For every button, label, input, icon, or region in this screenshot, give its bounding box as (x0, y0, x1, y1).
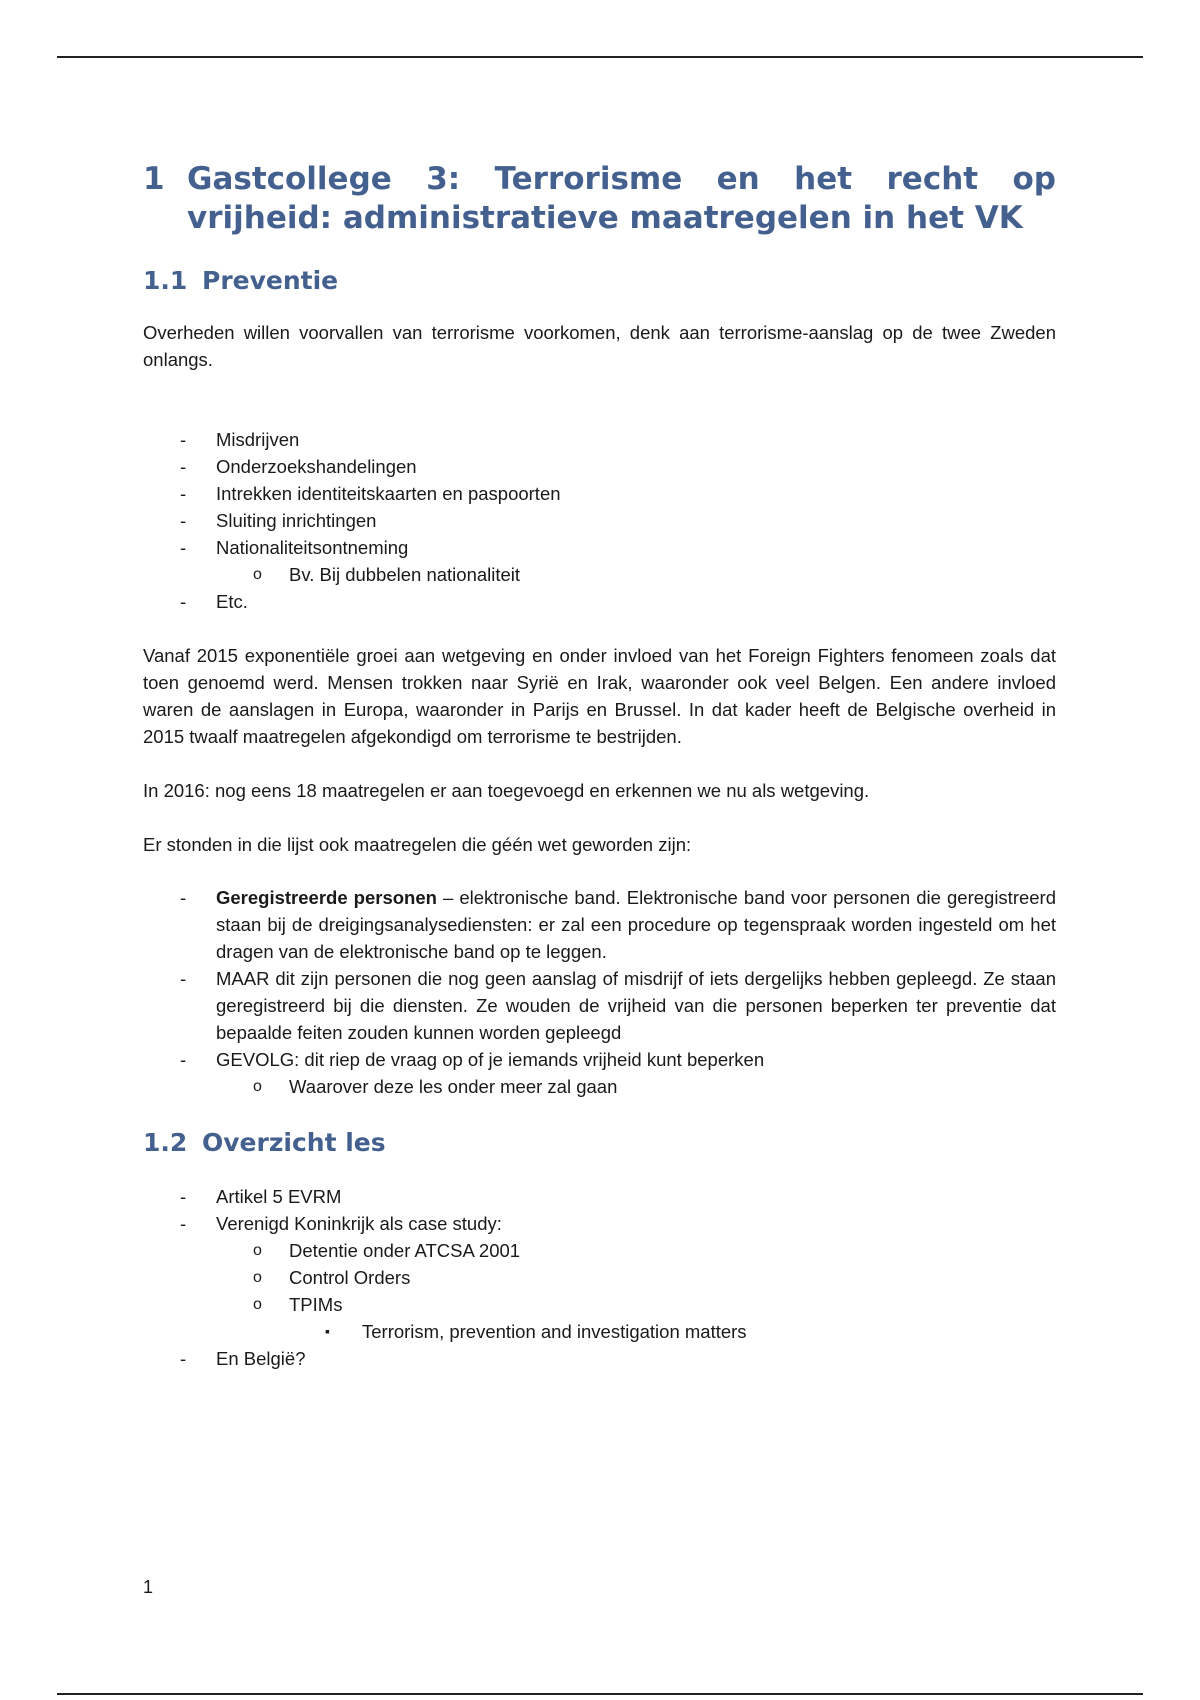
list-item-text: Nationaliteitsontneming (216, 537, 409, 558)
dash-bullet: - (180, 1348, 187, 1369)
list-item (143, 884, 1056, 965)
list-item-text: Sluiting inrichtingen (216, 510, 377, 531)
heading-overzicht-number: 1.2 (143, 1128, 188, 1157)
measures-list (143, 884, 1056, 1100)
dash-bullet: - (180, 968, 187, 989)
circle-bullet: o (253, 1242, 262, 1259)
sub-sublist (289, 1318, 1056, 1345)
sub-sublist-item (289, 1318, 1056, 1345)
heading-overzicht-title: Overzicht les (202, 1128, 386, 1157)
sublist-item-text: Control Orders (289, 1267, 411, 1288)
list-item (143, 1210, 1056, 1345)
sublist-item-text: Detentie onder ATCSA 2001 (289, 1240, 521, 1261)
list-item-text: Onderzoekshandelingen (216, 456, 417, 477)
dash-bullet: - (180, 591, 187, 612)
list-item-text: Verenigd Koninkrijk als case study: (216, 1213, 502, 1234)
sublist-item (216, 1291, 1056, 1345)
dash-bullet: - (180, 1186, 187, 1207)
list-item-text: – elektronische band. Elektronische band voor personen die geregistreerd staan bij de dreigingsanalysediensten: er zal een procedure op tegenspraak worden ingesteld om het dragen van de elektronische band op te leggen. (216, 887, 1057, 962)
list-item-bold: Geregistreerde personen (216, 887, 437, 908)
overzicht-list (143, 1183, 1056, 1372)
document-body (143, 160, 1056, 1372)
list-item (143, 1183, 1056, 1210)
sublist (216, 1073, 1056, 1100)
sublist-item (216, 1073, 1056, 1100)
list-item (143, 507, 1056, 534)
list-item-text: MAAR dit zijn personen die nog geen aanslag of misdrijf of iets dergelijks hebben gepleegd. Ze staan geregistreerd bij die diensten. Ze wouden de vrijheid van die personen beperken ter preventie dat bepaalde feiten zouden kunnen worden gepleegd (216, 968, 1056, 1043)
dash-bullet: - (180, 429, 187, 450)
list-item (143, 453, 1056, 480)
sublist-item (216, 1264, 1056, 1291)
dash-bullet: - (180, 887, 187, 908)
list-item (143, 1345, 1056, 1372)
list-item (143, 588, 1056, 615)
circle-bullet: o (253, 1078, 262, 1095)
sublist-item-text: Bv. Bij dubbelen nationaliteit (289, 564, 521, 585)
sublist-item-text: Waarover deze les onder meer zal gaan (289, 1076, 618, 1097)
sublist-item (216, 561, 1056, 588)
list-item-text: Misdrijven (216, 429, 300, 450)
list-item (143, 480, 1056, 507)
paragraph-lijst: Er stonden in die lijst ook maatregelen die géén wet geworden zijn: (143, 834, 692, 855)
preventie-list (143, 426, 1056, 615)
sublist-item-text: TPIMs (289, 1294, 343, 1315)
heading-preventie-title: Preventie (202, 266, 339, 295)
circle-bullet: o (253, 1296, 262, 1313)
circle-bullet: o (253, 1269, 262, 1286)
sub-sublist-item-text: Terrorism, prevention and investigation matters (362, 1321, 747, 1342)
list-item (143, 426, 1056, 453)
sublist (216, 1237, 1056, 1345)
paragraph-2016: In 2016: nog eens 18 maatregelen er aan toegevoegd en erkennen we nu als wetgeving. (143, 780, 870, 801)
paragraph-2015: Vanaf 2015 exponentiële groei aan wetgeving en onder invloed van het Foreign Fighters fenomeen zoals dat toen genoemd werd. Mensen trokken naar Syrië en Irak, waaronder ook veel Belgen. Een andere invloed waren de aanslagen in Europa, waaronder in Parijs en Brussel. In dat kader heeft de Belgische overheid in 2015 twaalf maatregelen afgekondigd om terrorisme te bestrijden. (143, 645, 1056, 747)
heading-1 (143, 160, 1056, 238)
list-item-text: GEVOLG: dit riep de vraag op of je iemands vrijheid kunt beperken (216, 1049, 765, 1070)
dash-bullet: - (180, 456, 187, 477)
sublist (216, 561, 1056, 588)
footer-rule (57, 1693, 1143, 1695)
dash-bullet: - (180, 1049, 187, 1070)
heading-overzicht (143, 1127, 1056, 1159)
heading-preventie (143, 265, 1056, 297)
dash-bullet: - (180, 1213, 187, 1234)
square-bullet: ▪ (325, 1323, 330, 1339)
heading-1-number: 1 (143, 161, 165, 197)
list-item (143, 965, 1056, 1046)
dash-bullet: - (180, 510, 187, 531)
page-number: 1 (143, 1577, 154, 1597)
header-rule (57, 56, 1143, 58)
list-item-text: Etc. (216, 591, 248, 612)
heading-1-text: Gastcollege 3: Terrorisme en het recht op vrijheid: administratieve maatregelen in het VK (187, 161, 1056, 236)
list-item (143, 1046, 1056, 1100)
list-item-text: Artikel 5 EVRM (216, 1186, 342, 1207)
circle-bullet: o (253, 566, 262, 583)
heading-preventie-number: 1.1 (143, 266, 188, 295)
dash-bullet: - (180, 537, 187, 558)
list-item (143, 534, 1056, 588)
sublist-item (216, 1237, 1056, 1264)
list-item-text: Intrekken identiteitskaarten en paspoorten (216, 483, 561, 504)
paragraph-intro: Overheden willen voorvallen van terrorisme voorkomen, denk aan terrorisme-aanslag op de twee Zweden onlangs. (143, 322, 1056, 370)
list-item-text: En België? (216, 1348, 306, 1369)
dash-bullet: - (180, 483, 187, 504)
